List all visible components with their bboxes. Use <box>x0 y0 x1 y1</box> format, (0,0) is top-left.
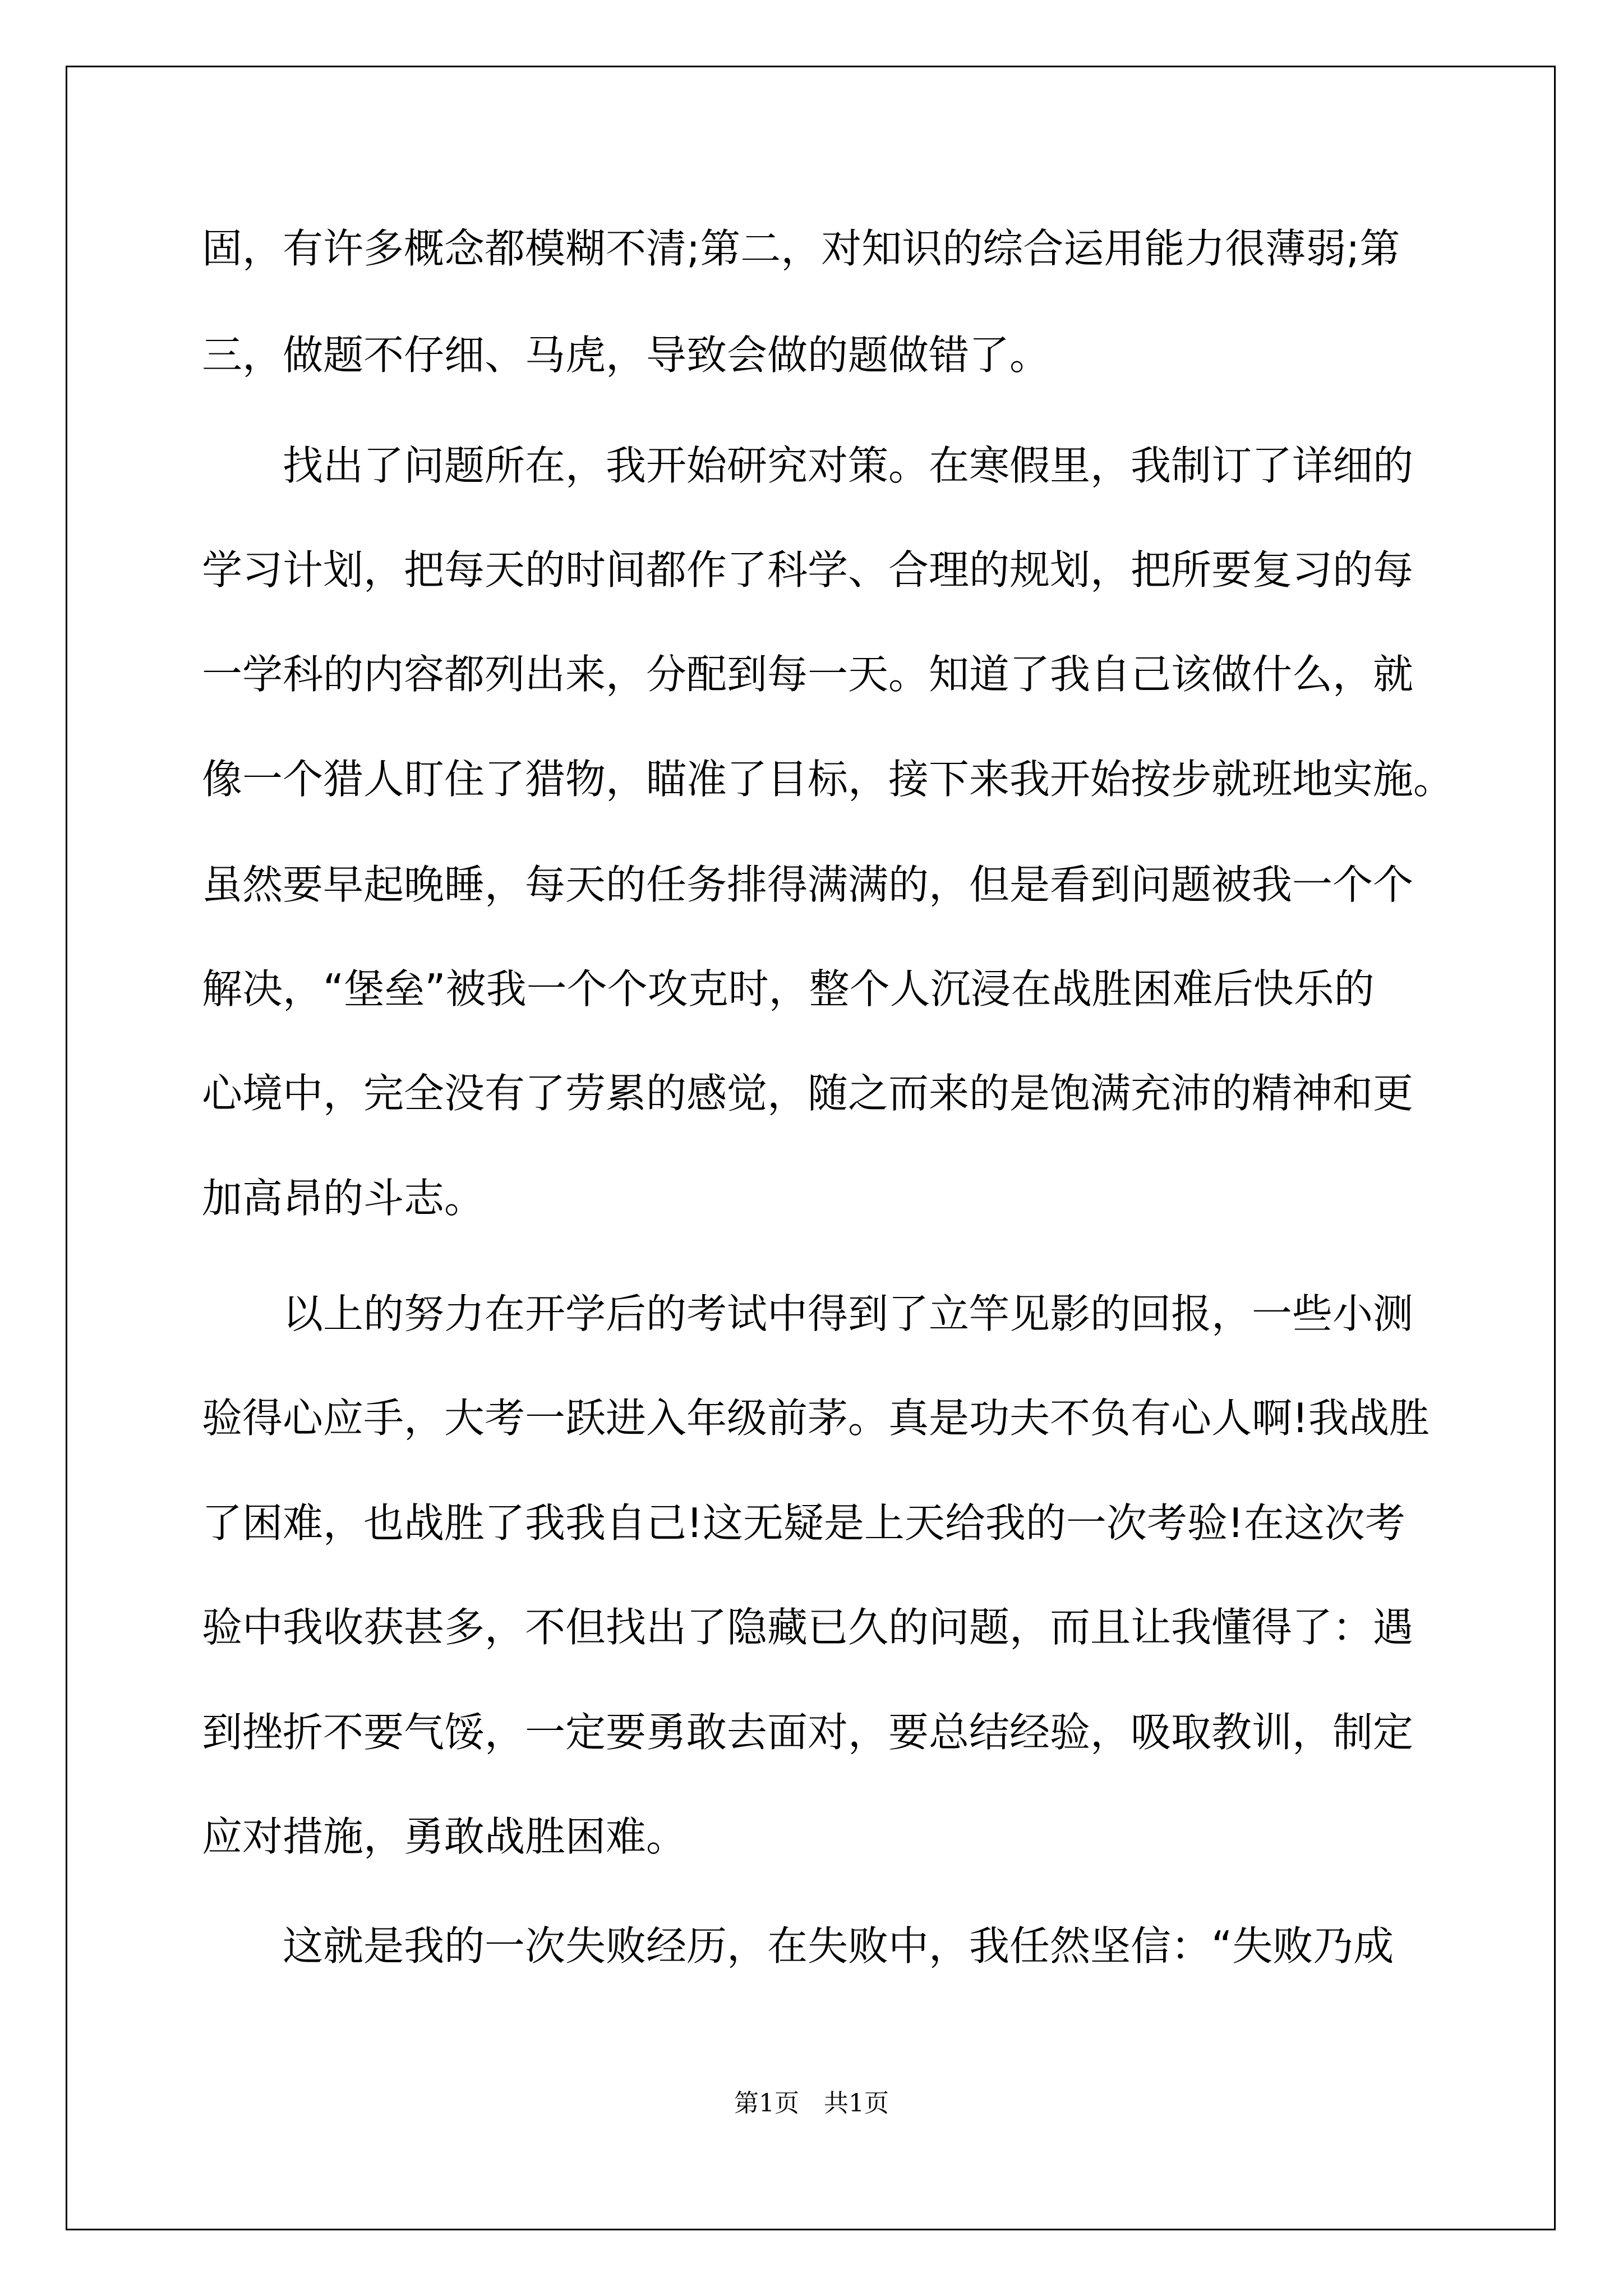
text-line: 以上的努力在开学后的考试中得到了立竿见影的回报，一些小测 <box>202 1290 1414 1337</box>
text-line: 解决，“堡垒”被我一个个攻克时，整个人沉浸在战胜困难后快乐的 <box>202 965 1375 1013</box>
text-line: 应对措施，勇敢战胜困难。 <box>202 1813 687 1860</box>
page-number-footer: 第1页 共1页 <box>734 2089 889 2118</box>
text-line: 到挫折不要气馁，一定要勇敢去面对，要总结经验，吸取教训，制定 <box>202 1709 1414 1756</box>
text-line: 心境中，完全没有了劳累的感觉，随之而来的是饱满充沛的精神和更 <box>202 1070 1414 1117</box>
text-line: 三，做题不仔细、马虎，导致会做的题做错了。 <box>202 332 1050 379</box>
text-line: 找出了问题所在，我开始研究对策。在寒假里，我制订了详细的 <box>202 442 1414 489</box>
text-line: 加高昂的斗志。 <box>202 1175 485 1222</box>
text-line: 了困难，也战胜了我我自己!这无疑是上天给我的一次考验!在这次考 <box>202 1499 1405 1547</box>
text-line: 验中我收获甚多，不但找出了隐藏已久的问题，而且让我懂得了：遇 <box>202 1604 1414 1651</box>
text-line: 像一个猎人盯住了猎物，瞄准了目标，接下来我开始按步就班地实施。 <box>202 756 1454 803</box>
page-border <box>66 66 1556 2230</box>
text-line: 虽然要早起晚睡，每天的任务排得满满的，但是看到问题被我一个个 <box>202 861 1414 908</box>
text-line: 这就是我的一次失败经历，在失败中，我任然坚信：“失败乃成 <box>202 1922 1394 1970</box>
text-line: 验得心应手，大考一跃进入年级前茅。真是功夫不负有心人啊!我战胜 <box>202 1395 1430 1442</box>
text-line: 一学科的内容都列出来，分配到每一天。知道了我自己该做什么，就 <box>202 651 1414 698</box>
text-line: 固，有许多概念都模糊不清;第二，对知识的综合运用能力很薄弱;第 <box>202 225 1400 272</box>
text-line: 学习计划，把每天的时间都作了科学、合理的规划，把所要复习的每 <box>202 546 1414 593</box>
